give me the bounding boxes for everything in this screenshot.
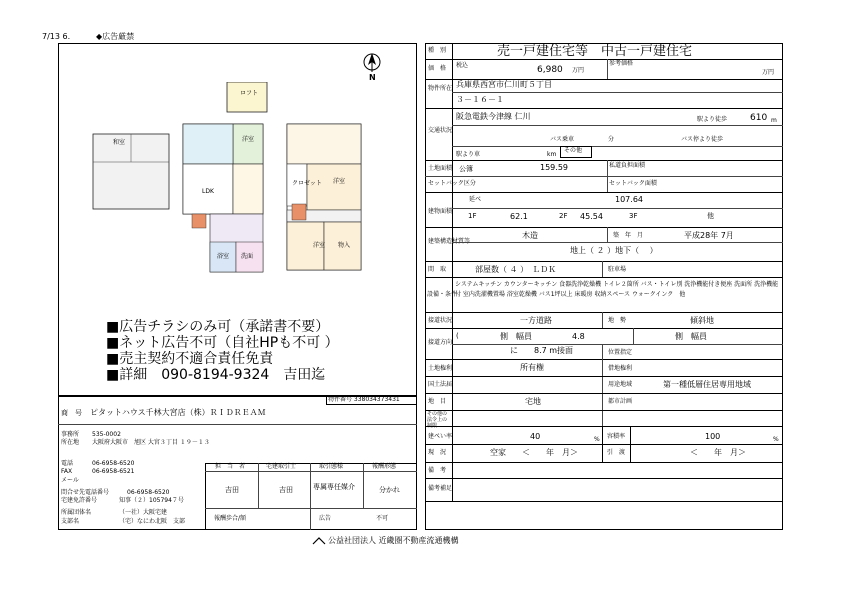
- comp-label: 報酬歩合/額: [214, 515, 247, 522]
- far-value: 100: [705, 432, 721, 441]
- law-label: 国土法届: [428, 381, 453, 388]
- zoning-label: 用途地域: [608, 381, 633, 388]
- company-label: 商 号: [61, 409, 82, 417]
- notice-line: ■ネット広告不可（自社HPも不可 ）: [106, 335, 339, 351]
- note-label: 備 考: [428, 467, 447, 474]
- lease-label: 借地権利: [608, 365, 633, 372]
- floors: 地上（ ２ ）地下（ ）: [570, 246, 658, 255]
- equipment-list: システムキッチン カウンターキッチン 食器洗浄乾燥機 トイレ２箇所 バス・トイレ別 洗浄機能付き便座 洗面所 洗浄機能付 室内洗濯機置場 浴室乾燥機 バス1坪以上 床暖房 収納スペース ウォークインク 他: [455, 281, 779, 298]
- other-limit-label: その他の法令上の制限: [427, 411, 448, 429]
- office-label: 事務所: [61, 431, 80, 438]
- bcr-pct: %: [594, 436, 600, 443]
- inquiry-label: 問合せ先電話番号: [61, 489, 110, 496]
- bcr-label: 建ぺい率: [428, 433, 453, 440]
- price-remark-label: 参考価格: [609, 60, 634, 67]
- total-area: 107.64: [615, 195, 643, 204]
- terrain-value: 傾斜地: [690, 316, 714, 325]
- station-car-label: 駅より車: [456, 151, 481, 158]
- room-label: 洋室: [333, 178, 346, 185]
- land-type: 公簿: [459, 165, 473, 173]
- price-remark-unit: 万円: [762, 69, 775, 76]
- assoc-label: 所属団体名: [61, 509, 92, 516]
- room-label: 洗面: [241, 253, 254, 260]
- bldg-area-label: 建物面積: [428, 208, 453, 215]
- price-value: 6,980: [537, 65, 563, 75]
- private-road-label: 私道負担面積: [609, 162, 646, 169]
- price-label: 価 格: [428, 65, 447, 72]
- f2-area: 45.54: [580, 212, 603, 221]
- license-label: 宅建免許番号: [61, 497, 98, 504]
- f2-label: 2F: [559, 212, 568, 220]
- setback-label: セットバック区分: [428, 180, 476, 187]
- other-area-label: 他: [707, 212, 714, 220]
- person-value: 分かれ: [379, 486, 400, 494]
- location-line2: ３－１６－１: [456, 95, 504, 104]
- footer-org: 公益社団法人 近畿圏不動産流通機構: [328, 536, 459, 545]
- assoc-name: （一社）大阪宅建: [119, 509, 168, 516]
- road-dir-label: 接道方向: [428, 339, 453, 346]
- position-label: 位置指定: [608, 349, 633, 356]
- setback-area-label: セットバック面積: [609, 180, 657, 187]
- terrain-label: 地 勢: [608, 317, 627, 324]
- notice-line: ■売主契約不適合責任免責: [106, 351, 274, 367]
- room-label: 和室: [113, 139, 126, 146]
- tax-label: 税込: [456, 62, 469, 69]
- type-label: 種 別: [428, 47, 447, 54]
- walk-label: 駅より徒歩: [697, 116, 728, 123]
- compass-label: N: [369, 73, 376, 82]
- handover-label: 引 渡: [607, 449, 626, 456]
- company-name: ピタットハウス千林大宮店（株）ＲＩＤＲＥＡＭ: [90, 408, 266, 417]
- header-notice: ◆広告厳禁: [96, 32, 135, 41]
- supp-label: 備考補足: [428, 485, 453, 492]
- f1-label: 1F: [468, 212, 477, 220]
- handover-value: ＜ 年 月＞: [690, 448, 746, 457]
- current-label: 地 目: [428, 398, 447, 405]
- walk-distance: 610: [750, 113, 768, 123]
- tel-label: 電話: [61, 460, 74, 467]
- person-header: 担 当 者: [215, 463, 246, 470]
- land-area-label: 土地面積: [428, 165, 453, 172]
- room-label: クロゼット: [292, 180, 322, 187]
- road1-width: 4.8: [572, 332, 585, 341]
- person-header: 取引態様: [319, 463, 344, 470]
- built-label: 築 年 月: [613, 232, 644, 239]
- road2-label: 側 幅員: [675, 332, 707, 341]
- agent-address: 大阪府大阪市 旭区 大宮３丁目 １９－１３: [92, 439, 210, 446]
- fax-label: FAX: [61, 468, 73, 475]
- bus-unit: 分: [608, 136, 615, 143]
- frontage: に 8.7 m接面: [510, 346, 574, 355]
- notice-line: ■詳細 090-8194-9324 吉田迄: [106, 367, 326, 383]
- branch-name: （宅）なにわ北阪 支部: [119, 518, 186, 525]
- location-label: 物件所在: [428, 85, 453, 92]
- walk-unit: m: [771, 117, 777, 124]
- loft-label: ロフト: [240, 90, 259, 97]
- reg-no: 物件番号 338034373431: [328, 396, 400, 403]
- room-label: LDK: [202, 188, 214, 195]
- f3-label: 3F: [629, 212, 638, 220]
- person-value: 吉田: [225, 486, 239, 494]
- total-area-label: 延べ: [469, 196, 482, 203]
- far-label: 容積率: [607, 433, 626, 440]
- layout-value: 部屋数（ ４ ） ＬＤＫ: [475, 265, 557, 274]
- postal-code: 535-0002: [92, 431, 121, 438]
- branch-label: 支部名: [61, 518, 80, 525]
- status-label: 現 況: [428, 449, 447, 456]
- access-value: 一方道路: [520, 316, 552, 325]
- land-area: 159.59: [540, 163, 568, 172]
- rights-value: 所有権: [520, 363, 544, 372]
- f1-area: 62.1: [510, 212, 528, 221]
- mail-label: メール: [61, 477, 79, 484]
- ad-value: 不可: [376, 515, 389, 522]
- far-pct: %: [773, 436, 779, 443]
- notice-line: ■広告チラシのみ可（承諾書不要）: [106, 319, 330, 335]
- bus-walk-label: バス停より徒歩: [681, 136, 724, 143]
- rights-label: 土地権利: [428, 365, 453, 372]
- inquiry-tel: 06-6958-6520: [127, 489, 170, 496]
- agent-tel: 06-6958-6520: [92, 460, 135, 467]
- traffic-label: 交通状況: [428, 127, 453, 134]
- room-label: 物入: [338, 242, 351, 249]
- agent-fax: 06-6958-6521: [92, 468, 135, 475]
- zoning-value: 第一種低層住居専用地域: [663, 380, 751, 389]
- room-label: 洋室: [313, 242, 326, 249]
- equip-label: 設備・条件: [427, 291, 458, 298]
- bus-label: バス乗車: [550, 136, 575, 143]
- road1-label: 側 幅員: [500, 332, 532, 341]
- header-date: 7/13 6.: [42, 32, 71, 41]
- km-unit: km: [547, 151, 557, 158]
- current-value: 宅地: [525, 397, 541, 406]
- room-label: 洋室: [242, 136, 255, 143]
- location-line1: 兵庫県西宮市仁川町５丁目: [456, 80, 552, 89]
- parking-label: 駐車場: [608, 266, 627, 273]
- layout-label: 間 取: [428, 266, 447, 273]
- structure: 木造: [522, 231, 538, 240]
- person-header: 報酬形態: [372, 463, 397, 470]
- struct-label: 建築構造材質等: [428, 238, 471, 245]
- price-unit: 万円: [572, 67, 585, 74]
- address-label: 所在地: [61, 439, 80, 446]
- access-label: 接道状況: [428, 317, 453, 324]
- person-header: 宅建取引士: [266, 463, 297, 470]
- plan-label: 都市計画: [608, 398, 633, 405]
- room-label: 浴室: [217, 253, 230, 260]
- status-value: 空家 ＜ 年 月＞: [490, 448, 578, 457]
- association-logo-icon: [312, 536, 326, 546]
- other-label: その他: [564, 147, 583, 154]
- license-no: 知事（２）105794７号: [119, 497, 184, 504]
- line-station: 阪急電鉄今津線 仁川: [456, 112, 531, 121]
- ad-label: 広告: [319, 515, 332, 522]
- person-value: 吉田: [279, 486, 293, 494]
- floorplan-drawing: [90, 82, 370, 274]
- property-type: 売一戸建住宅等 中古一戸建住宅: [497, 44, 693, 59]
- person-value: 専属専任媒介: [313, 483, 355, 491]
- built-date: 平成28年 7月: [684, 231, 734, 240]
- bcr-value: 40: [530, 432, 541, 441]
